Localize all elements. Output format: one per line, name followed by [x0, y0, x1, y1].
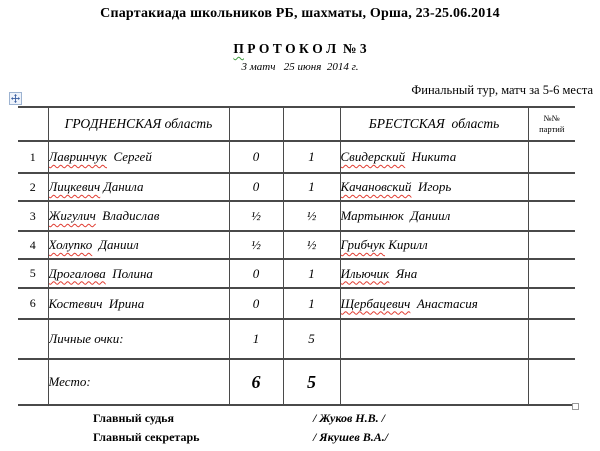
table-row	[18, 288, 575, 319]
header-number-cell	[18, 107, 48, 141]
personal-points-label: Личные очки:	[48, 319, 229, 359]
player-surname: Дрогалова	[48, 265, 106, 281]
table-row	[18, 259, 575, 288]
table-header-row	[18, 107, 575, 141]
judge-name: / Жуков Н.В. /	[313, 411, 385, 425]
games-header-line1: №№	[543, 113, 560, 124]
right-score: 1	[283, 141, 340, 173]
right-player-name	[340, 201, 528, 231]
games-cell	[528, 359, 575, 405]
player-surname: Костевич	[48, 295, 103, 311]
protocol-heading	[0, 41, 600, 57]
right-score: 1	[283, 288, 340, 319]
right-player-name	[340, 231, 528, 259]
player-firstname: Полина	[105, 265, 153, 281]
document-title: Спартакиада школьников РБ, шахматы, Орша, 23-25.06.2014	[100, 6, 500, 21]
place-left: 6	[229, 359, 283, 405]
table-move-handle[interactable]	[9, 92, 22, 105]
board-number: 3	[18, 201, 48, 231]
right-score: ½	[283, 201, 340, 231]
left-player-name	[48, 231, 229, 259]
player-firstname: Никита	[405, 149, 457, 164]
left-player-name	[48, 259, 229, 288]
right-player-name	[340, 141, 528, 173]
games-cell	[528, 231, 575, 259]
right-player-name	[340, 259, 528, 288]
player-firstname: Сергей	[106, 149, 152, 164]
games-cell	[528, 288, 575, 319]
left-player-name	[48, 288, 229, 319]
games-column-header	[528, 107, 575, 141]
table-row	[18, 141, 575, 173]
personal-points-row	[18, 319, 575, 359]
round-note: Финальный тур, матч за 5-6 места	[411, 83, 593, 97]
player-surname: Лавринчук	[48, 149, 107, 164]
personal-points-left: 1	[229, 319, 283, 359]
right-score: 1	[283, 173, 340, 201]
place-right: 5	[283, 359, 340, 405]
left-player-name	[48, 173, 229, 201]
games-header-line2: партий	[539, 124, 565, 134]
empty-cell	[18, 359, 48, 405]
games-cell	[528, 173, 575, 201]
right-score: ½	[283, 231, 340, 259]
player-firstname: Владислав	[95, 208, 160, 223]
match-date-subtitle: 3 матч 25 июня 2014 г.	[241, 61, 359, 73]
header-score-right-cell	[283, 107, 340, 141]
player-surname: Свидерский	[340, 149, 406, 164]
player-surname: Мартынюк	[340, 208, 404, 223]
player-surname: Качановский	[340, 179, 412, 194]
left-score: ½	[229, 231, 283, 259]
player-firstname: Ирина	[102, 295, 145, 311]
table-row	[18, 201, 575, 231]
games-cell	[528, 259, 575, 288]
protocol-heading-rest: Р О Т О К О Л № 3	[243, 41, 367, 56]
header-score-left-cell	[229, 107, 283, 141]
left-score: 0	[229, 173, 283, 201]
left-region-header: ГРОДНЕНСКАЯ область	[48, 107, 229, 141]
player-firstname: Данила	[100, 179, 144, 194]
personal-points-right: 5	[283, 319, 340, 359]
board-number: 5	[18, 259, 48, 288]
results-table	[18, 106, 575, 406]
player-firstname: Игорь	[411, 179, 452, 194]
left-player-name	[48, 141, 229, 173]
place-row	[18, 359, 575, 405]
place-label: Место:	[48, 359, 229, 405]
player-surname: Холупко	[48, 237, 93, 252]
table-resize-handle[interactable]	[572, 403, 579, 410]
games-cell	[528, 141, 575, 173]
player-firstname: Даниил	[92, 237, 139, 252]
right-player-name	[340, 173, 528, 201]
protocol-first-letter: П	[233, 41, 244, 56]
board-number: 4	[18, 231, 48, 259]
right-player-name	[340, 288, 528, 319]
left-score: ½	[229, 201, 283, 231]
right-region-header: БРЕСТСКАЯ область	[340, 107, 528, 141]
board-number: 1	[18, 141, 48, 173]
secretary-label: Главный секретарь	[93, 430, 200, 444]
games-cell	[528, 201, 575, 231]
empty-cell	[340, 319, 528, 359]
judge-label: Главный судья	[93, 411, 175, 425]
move-arrows-icon	[11, 94, 20, 103]
player-surname: Жигулич	[48, 208, 96, 223]
player-firstname: Даниил	[403, 208, 451, 223]
empty-cell	[340, 359, 528, 405]
player-surname: Щербацевич	[340, 295, 411, 311]
left-score: 0	[229, 288, 283, 319]
player-firstname: Анастасия	[410, 295, 478, 311]
player-firstname: Яна	[389, 265, 418, 281]
right-score: 1	[283, 259, 340, 288]
table-row	[18, 173, 575, 201]
table-row	[18, 231, 575, 259]
board-number: 2	[18, 173, 48, 201]
secretary-name: / Якушев В.А./	[313, 430, 389, 444]
player-surname: Грибчук	[340, 237, 385, 252]
left-score: 0	[229, 259, 283, 288]
left-score: 0	[229, 141, 283, 173]
left-player-name	[48, 201, 229, 231]
empty-cell	[18, 319, 48, 359]
board-number: 6	[18, 288, 48, 319]
player-surname: Ильючик	[340, 265, 390, 281]
games-cell	[528, 319, 575, 359]
player-surname: Лицкевич	[48, 179, 101, 194]
player-firstname: Кирилл	[384, 237, 428, 252]
